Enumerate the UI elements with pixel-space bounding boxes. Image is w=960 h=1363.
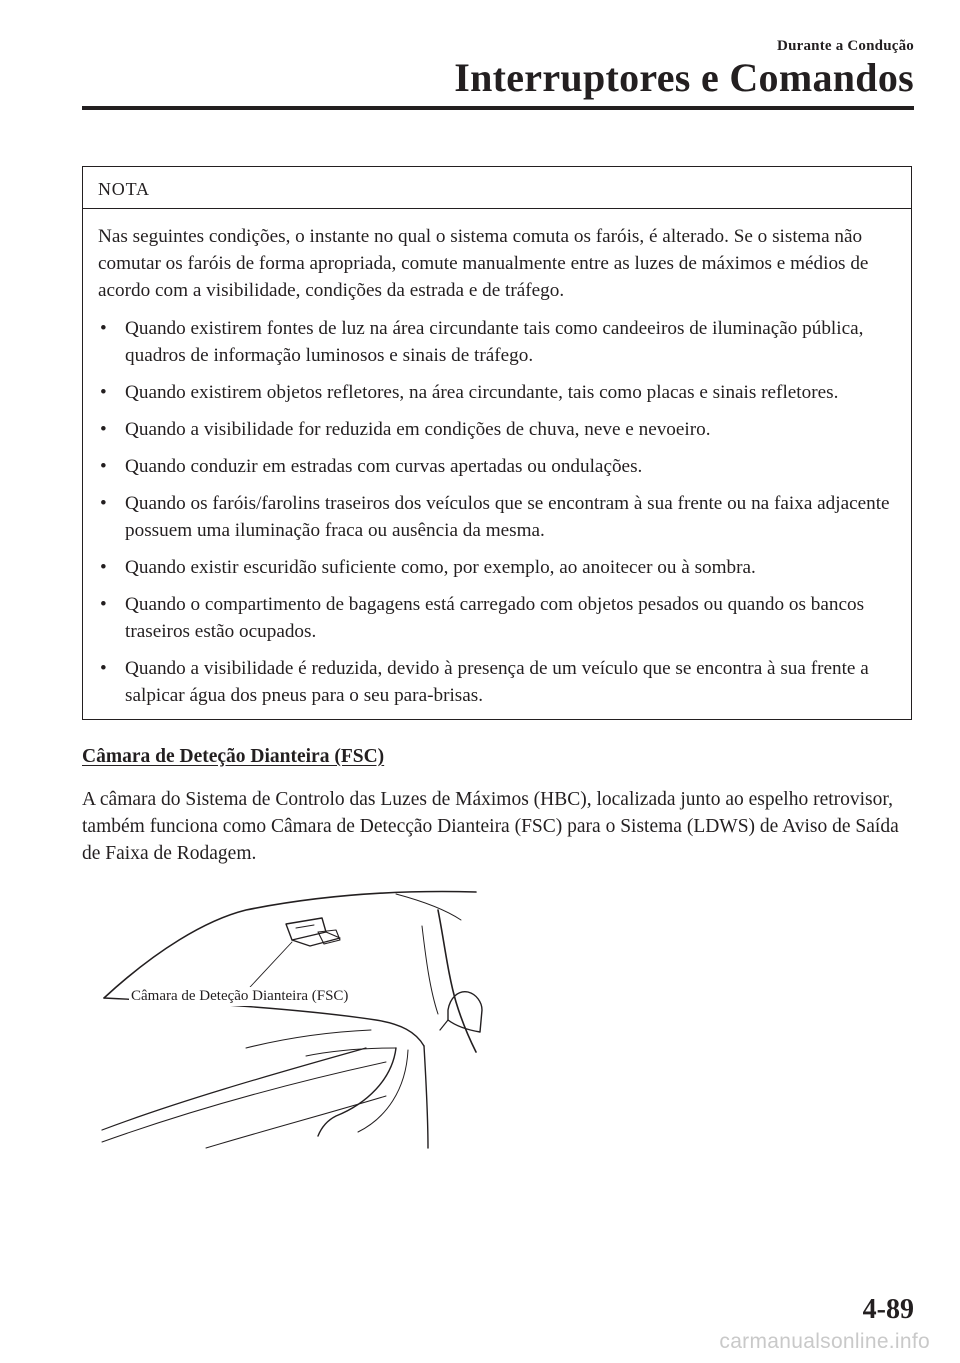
camera-lens xyxy=(296,925,314,928)
list-item-text: Quando os faróis/farolins traseiros dos veículos que se encontram à sua frente ou na faixa adjacente possuem uma iluminação fraca ou ausência da mesma. xyxy=(125,493,890,541)
a-pillar-inner xyxy=(422,926,438,1014)
header-divider xyxy=(82,106,914,110)
list-item xyxy=(98,655,895,709)
list-item-text: Quando a visibilidade é reduzida, devido à presença de um veículo que se encontra à sua frente a salpicar água dos pneus para o seu para-brisas. xyxy=(125,658,869,706)
list-item-text: Quando conduzir em estradas com curvas apertadas ou ondulações. xyxy=(125,456,643,477)
page-number: 4-89 xyxy=(862,1294,914,1325)
note-body xyxy=(83,209,911,709)
list-item xyxy=(98,453,895,480)
note-box xyxy=(82,166,912,720)
list-item-text: Quando a visibilidade for reduzida em condições de chuva, neve e nevoeiro. xyxy=(125,419,711,440)
list-item xyxy=(98,554,895,581)
side-mirror-stem xyxy=(440,1020,448,1030)
windshield-camera-illustration xyxy=(96,880,486,1152)
list-item xyxy=(98,379,895,406)
list-item-text: Quando existir escuridão suficiente como, por exemplo, ao anoitecer ou à sombra. xyxy=(125,557,756,578)
bullet-icon: • xyxy=(100,318,107,339)
note-intro: Nas seguintes condições, o instante no qual o sistema comuta os faróis, é alterado. Se o sistema não comutar os faróis de forma apropriada, comute manualmente entre as luzes de máximos e médios de acordo com a visibilidade, condições da estrada e de tráfego. xyxy=(98,226,869,301)
fender-curve xyxy=(318,1048,396,1136)
bullet-icon: • xyxy=(100,456,107,477)
list-item xyxy=(98,591,895,645)
list-item xyxy=(98,416,895,443)
section-heading: Câmara de Deteção Dianteira (FSC) xyxy=(82,746,385,767)
hood-line-2 xyxy=(102,1062,386,1142)
a-pillar xyxy=(438,910,476,1052)
bullet-icon: • xyxy=(100,382,107,403)
hood-line-1 xyxy=(102,1048,366,1130)
bullet-icon: • xyxy=(100,658,107,679)
bullet-icon: • xyxy=(100,557,107,578)
watermark: carmanualsonline.info xyxy=(719,1330,930,1353)
note-title: NOTA xyxy=(83,167,911,209)
list-item xyxy=(98,490,895,544)
list-item xyxy=(98,315,895,369)
bullet-icon: • xyxy=(100,419,107,440)
roof-line-inner xyxy=(396,894,461,920)
bullet-icon: • xyxy=(100,594,107,615)
note-bullet-list xyxy=(98,315,895,709)
door-edge xyxy=(424,1046,428,1148)
list-item-text: Quando existirem fontes de luz na área circundante tais como candeeiros de iluminação pública, quadros de informação luminosos e sinais de tráfego. xyxy=(125,318,864,366)
bullet-icon: • xyxy=(100,493,107,514)
page-title: Interruptores e Comandos xyxy=(454,55,914,100)
list-item-text: Quando existirem objetos refletores, na área circundante, tais como placas e sinais refletores. xyxy=(125,382,839,403)
body-crease xyxy=(206,1096,386,1148)
section-paragraph: A câmara do Sistema de Controlo das Luzes de Máximos (HBC), localizada junto ao espelho retrovisor, também funciona como Câmara de Detecção Dianteira (FSC) para o Sistema (LDWS) de Aviso de Saída de Faixa de Rodagem. xyxy=(82,789,899,864)
list-item-text: Quando o compartimento de bagagens está carregado com objetos pesados ou quando os bancos traseiros estão ocupados. xyxy=(125,594,865,642)
hood-line-3 xyxy=(246,1030,371,1048)
camera-callout-label: Câmara de Deteção Dianteira (FSC) xyxy=(131,988,349,1004)
header-section-label: Durante a Condução xyxy=(777,38,914,54)
